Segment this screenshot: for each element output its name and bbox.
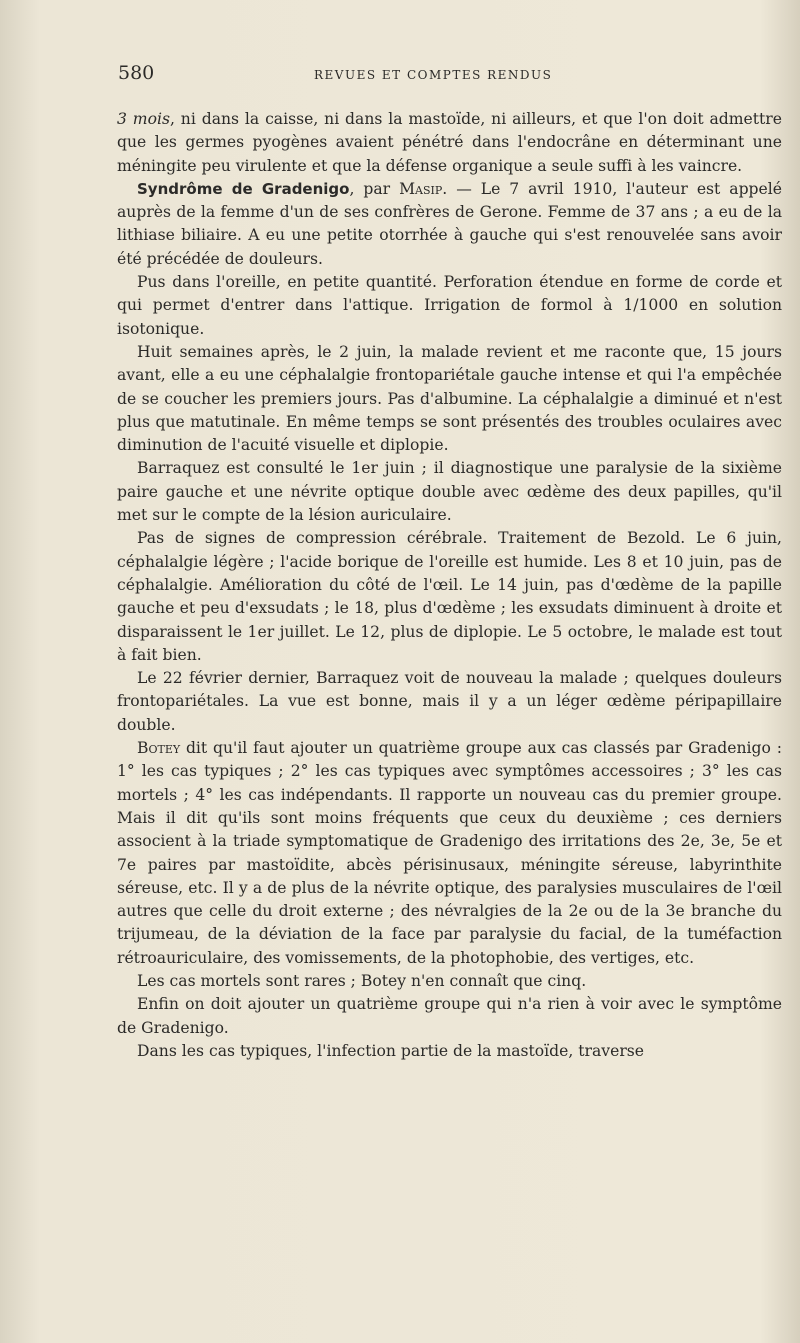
running-head: REVUES ET COMPTES RENDUS <box>314 68 553 82</box>
paragraph-2-text: . — Le 7 avril 1910, l'auteur est appelé auprès de la femme d'un de ses confrères de Gerone. Femme de 37 ans ; a eu de la lithiase biliaire. A eu une petite otorrhée à gauche qui s'est renouvelée sans avoir été précédée de douleurs. <box>117 179 782 268</box>
page-header <box>118 62 782 90</box>
page-number: 580 <box>118 62 155 84</box>
paragraph-8 <box>117 737 782 970</box>
paragraph-7: Le 22 février dernier, Barraquez voit de nouveau la malade ; quelques douleurs frontopariétales. La vue est bonne, mais il y a un léger œdème péripapillaire double. <box>117 669 782 734</box>
paragraph-5: Barraquez est consulté le 1er juin ; il diagnostique une paralysie de la sixième paire gauche et une névrite optique double avec œdème des deux papilles, qu'il met sur le compte de la lésion auriculaire. <box>117 459 782 525</box>
paragraph-8-text: dit qu'il faut ajouter un quatrième groupe aux cas classés par Gradenigo : 1° les cas typiques ; 2° les cas typiques avec symptômes accessoires ; 3° les cas mortels ; 4° les cas indépendants. Il rapporte un nouveau cas du premier groupe. Mais il dit qu'ils sont moins fréquents que ceux du deuxième ; ces derniers associent à la triade symptomatique de Gradenigo des irritations des 2e, 3e, 5e et 7e paires par mastoïdite, abcès périsinusaux, méningite séreuse, labyrinthite séreuse, etc. Il y a de plus de la névrite optique, des paralysies musculaires de l'œil autres que celle du droit externe ; des névralgies de la 2e ou de la 3e branche du trijumeau, de la déviation de la face par paralysie du facial, de la tuméfaction rétroauriculaire, des vomissements, de la photophobie, des vertiges, etc. <box>117 739 782 967</box>
paragraph-1-italic: 3 mois <box>117 110 170 128</box>
paragraph-1 <box>117 108 782 178</box>
author-name: Masip <box>399 179 443 198</box>
paragraph-2 <box>117 178 782 271</box>
body-text <box>117 108 782 1063</box>
paragraph-6: Pas de signes de compression cérébrale. Traitement de Bezold. Le 6 juin, céphalalgie légère ; l'acide borique de l'oreille est humide. Les 8 et 10 juin, pas de céphalalgie. Amélioration du côté de l'œil. Le 14 juin, pas d'œdème de la papille gauche et peu d'exsudats ; le 18, plus d'œdème ; les exsudats diminuent à droite et disparaissent le 1er juillet. Le 12, plus de diplopie. Le 5 octobre, le malade est tout à fait bien. <box>117 529 782 664</box>
author-name-botey: Botey <box>137 739 181 758</box>
paragraph-2-by: , par <box>349 179 400 198</box>
section-heading: Syndrôme de Gradenigo <box>137 179 350 198</box>
paragraph-11: Dans les cas typiques, l'infection partie de la mastoïde, traverse <box>137 1041 645 1060</box>
paragraph-1-text: , ni dans la caisse, ni dans la mastoïde, ni ailleurs, et que l'on doit admettre que les germes pyogènes avaient pénétré dans l'endocrâne en déterminant une méningite peu virulente et que la défense organique a seule suffi à les vaincre. <box>117 110 782 175</box>
paragraph-4: Huit semaines après, le 2 juin, la malade revient et me raconte que, 15 jours avant, elle a eu une céphalalgie frontopariétale gauche intense et qui l'a empêchée de se coucher les premiers jours. Pas d'albumine. La céphalalgie a diminué et n'est plus que matutinale. En même temps se sont présentés des troubles oculaires avec diminution de l'acuité visuelle et diplopie. <box>117 342 782 455</box>
paragraph-3: Pus dans l'oreille, en petite quantité. Perforation étendue en forme de corde et qui permet d'entrer dans l'attique. Irrigation de formol à 1/1000 en solution isotonique. <box>117 273 782 338</box>
paragraph-9: Les cas mortels sont rares ; Botey n'en connaît que cinq. <box>137 971 587 990</box>
paragraph-10: Enfin on doit ajouter un quatrième groupe qui n'a rien à voir avec le symptôme de Gradenigo. <box>117 995 782 1037</box>
